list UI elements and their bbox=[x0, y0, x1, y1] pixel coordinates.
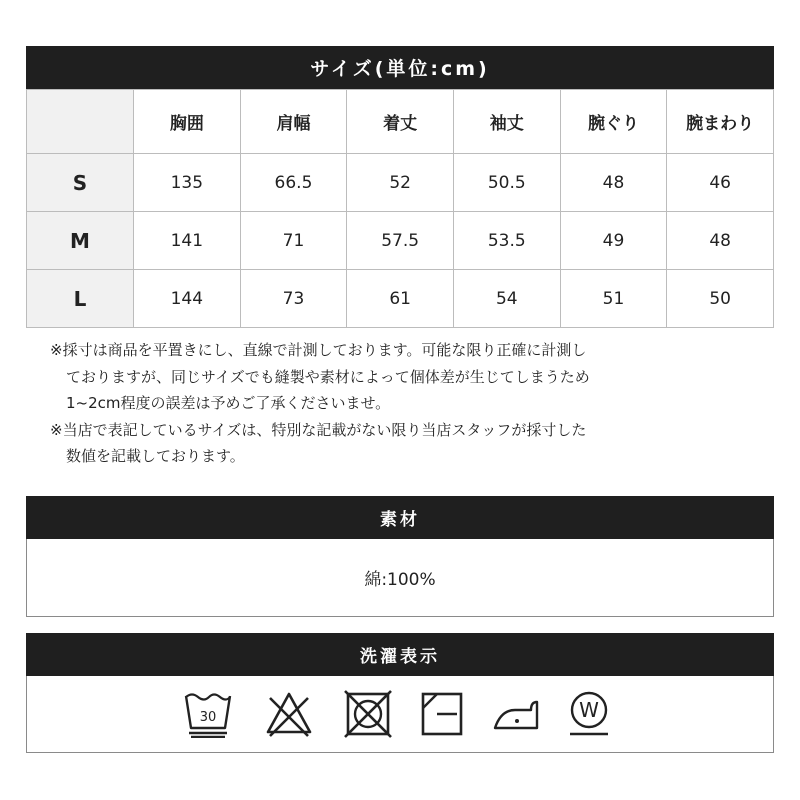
care-title-text: 洗濯表示 bbox=[360, 647, 440, 667]
table-cell: 135 bbox=[134, 154, 241, 212]
wet-clean-label: W bbox=[579, 698, 599, 722]
column-header: 腕まわり bbox=[667, 90, 774, 154]
column-header: 肩幅 bbox=[240, 90, 347, 154]
table-cell: 48 bbox=[560, 154, 667, 212]
table-cell: 51 bbox=[560, 270, 667, 328]
table-cell: 66.5 bbox=[240, 154, 347, 212]
material-content: 綿:100% bbox=[364, 570, 436, 590]
table-cell: 48 bbox=[667, 212, 774, 270]
table-cell: 144 bbox=[134, 270, 241, 328]
size-table-header-row bbox=[27, 90, 774, 154]
row-label: L bbox=[27, 270, 134, 328]
table-cell: 49 bbox=[560, 212, 667, 270]
column-header: 袖丈 bbox=[453, 90, 560, 154]
measurement-notes bbox=[50, 337, 750, 470]
size-table bbox=[26, 89, 774, 328]
note-line: 数値を記載しております。 bbox=[66, 447, 245, 465]
table-cell: 73 bbox=[240, 270, 347, 328]
row-label: M bbox=[27, 212, 134, 270]
material-section-title bbox=[26, 496, 774, 539]
care-section-title bbox=[26, 633, 774, 676]
note-line: ※採寸は商品を平置きにし、直線で計測しております。可能な限り正確に計測し bbox=[50, 341, 587, 359]
wash-30-icon bbox=[183, 690, 233, 738]
no-tumble-dry-icon bbox=[343, 690, 393, 738]
note-line: ておりますが、同じサイズでも縫製や素材によって個体差が生じてしまうため bbox=[66, 367, 590, 386]
column-header: 腕ぐり bbox=[560, 90, 667, 154]
table-row bbox=[27, 154, 774, 212]
table-cell: 57.5 bbox=[347, 212, 454, 270]
table-row bbox=[27, 212, 774, 270]
material-title-text: 素材 bbox=[380, 510, 420, 530]
size-title-text: サイズ(単位:cm) bbox=[310, 58, 490, 80]
material-box bbox=[26, 539, 774, 617]
no-bleach-icon bbox=[264, 690, 314, 738]
table-cell: 141 bbox=[134, 212, 241, 270]
column-header: 着丈 bbox=[347, 90, 454, 154]
table-cell: 52 bbox=[347, 154, 454, 212]
column-header: 胸囲 bbox=[134, 90, 241, 154]
table-cell: 53.5 bbox=[453, 212, 560, 270]
iron-low-icon bbox=[491, 690, 541, 738]
table-cell: 50 bbox=[667, 270, 774, 328]
table-row bbox=[27, 270, 774, 328]
row-label: S bbox=[27, 154, 134, 212]
wet-clean-icon bbox=[564, 690, 614, 738]
care-icons-box bbox=[26, 676, 774, 753]
line-dry-shade-icon bbox=[417, 690, 467, 738]
table-cell: 50.5 bbox=[453, 154, 560, 212]
note-line: 1~2cm程度の誤差は予めご了承くださいませ。 bbox=[66, 394, 391, 412]
size-section-title bbox=[26, 46, 774, 89]
table-cell: 61 bbox=[347, 270, 454, 328]
note-line: ※当店で表記しているサイズは、特別な記載がない限り当店スタッフが採寸した bbox=[50, 420, 587, 439]
table-cell: 46 bbox=[667, 154, 774, 212]
table-cell: 54 bbox=[453, 270, 560, 328]
wash-temperature-label: 30 bbox=[199, 710, 217, 725]
table-cell: 71 bbox=[240, 212, 347, 270]
table-corner-cell bbox=[27, 90, 134, 154]
